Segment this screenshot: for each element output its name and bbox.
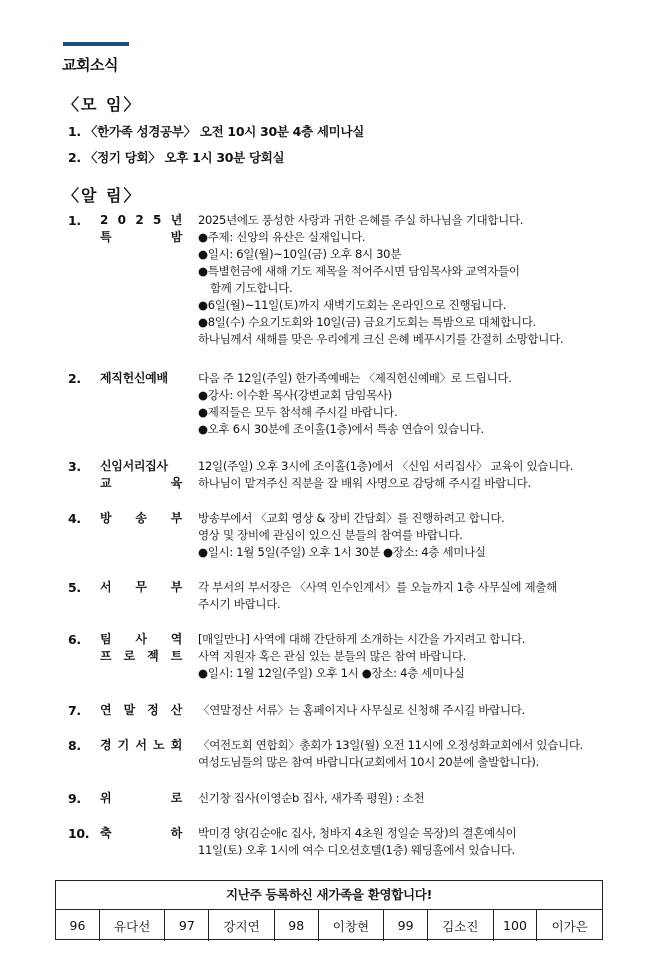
notice-line: ●일시: 1월 12일(주일) 오후 1시 ●장소: 4층 세미나실	[198, 666, 465, 680]
notice-line: 여성도님들의 많은 참여 바랍니다(교회에서 10시 20분에 출발합니다).	[198, 755, 539, 769]
notice-line: 방송부에서 〈교회 영상 & 장비 간담회〉를 진행하려고 합니다.	[198, 511, 505, 525]
notice-line: ●주제: 신앙의 유산은 실재입니다.	[198, 230, 366, 244]
gathering-item-2: 2. 〈정기 당회〉 오후 1시 30분 당회실	[68, 150, 285, 165]
notice-line: 하나님께서 새해를 맞은 우리에게 크신 은혜 베푸시기를 간절히 소망합니다.	[198, 332, 564, 346]
gathering-item-1: 1. 〈한가족 성경공부〉 오전 10시 30분 4층 세미나실	[68, 124, 364, 139]
notice-number: 9.	[68, 791, 81, 806]
notice-line: ●일시: 1월 5일(주일) 오후 1시 30분 ●장소: 4층 세미나실	[198, 545, 486, 559]
notice-content	[198, 790, 628, 807]
notice-line: 주시기 바랍니다.	[198, 597, 281, 611]
notice-line: 2025년에도 풍성한 사랑과 귀한 은혜를 주실 하나님을 기대합니다.	[198, 213, 524, 227]
member-name: 유다선	[99, 910, 164, 941]
notice-line: 영상 및 장비에 관심이 있으신 분들의 참여를 바랍니다.	[198, 528, 463, 542]
gathering-heading: 〈모 임〉	[63, 95, 142, 114]
notice-content	[198, 579, 628, 613]
notice-content	[198, 212, 628, 348]
notice-number: 3.	[68, 459, 81, 474]
notice-content	[198, 370, 628, 438]
notice-label-line: 팀 사 역	[100, 632, 182, 646]
member-name: 강지연	[209, 910, 274, 941]
notice-line: 다음 주 12일(주일) 한가족예배는 〈제직헌신예배〉로 드립니다.	[198, 371, 512, 385]
notice-line: 신기창 집사(이영순b 집사, 새가족 평원) : 소천	[198, 791, 425, 805]
new-family-welcome-box	[55, 880, 603, 940]
notice-label	[100, 579, 182, 596]
notice-line: 11일(토) 오후 1시에 여수 디오션호텔(1층) 웨딩홀에서 있습니다.	[198, 843, 515, 857]
notice-label-line: 서 무 부	[100, 580, 182, 594]
notice-label-line: 특 밤	[100, 230, 182, 244]
notice-label-line: 2 0 2 5 년	[100, 213, 182, 227]
notice-number: 4.	[68, 511, 81, 526]
member-number: 97	[165, 910, 209, 941]
notice-label-line: 프 로 젝 트	[100, 649, 182, 663]
notice-line: 각 부서의 부서장은 〈사역 인수인계서〉를 오늘까지 1층 사무실에 제출해	[198, 580, 557, 594]
member-number: 100	[493, 910, 537, 941]
table-row	[56, 910, 602, 941]
notice-number: 7.	[68, 703, 81, 718]
notice-line: 사역 지원자 혹은 관심 있는 분들의 많은 참여 바랍니다.	[198, 649, 466, 663]
page-title: 교회소식	[62, 56, 118, 74]
notice-line: ●강사: 이수환 목사(강변교회 담임목사)	[198, 388, 392, 402]
notice-line: 〈여전도회 연합회〉총회가 13일(월) 오전 11시에 오정성화교회에서 있습니다.	[198, 738, 583, 752]
notice-label-line: 위 로	[100, 791, 182, 805]
notice-label	[100, 631, 182, 665]
notice-number: 6.	[68, 632, 81, 647]
notice-line: ●제직들은 모두 참석해 주시길 바랍니다.	[198, 405, 398, 419]
title-accent-bar	[63, 42, 129, 46]
notice-number: 10.	[68, 826, 90, 841]
notice-label	[100, 212, 182, 246]
notice-label-line: 교 육	[100, 476, 182, 490]
notice-label-line: 경 기 서 노 회	[100, 738, 182, 752]
notice-label	[100, 458, 182, 492]
notice-line: 12일(주일) 오후 3시에 조이홀(1층)에서 〈신임 서리집사〉 교육이 있습니다.	[198, 459, 574, 473]
new-family-table	[56, 910, 602, 941]
notice-content	[198, 702, 628, 719]
notice-line: ●특별헌금에 새해 기도 제목을 적어주시면 담임목사와 교역자들이	[198, 264, 520, 278]
member-number: 96	[69, 918, 86, 933]
member-number: 98	[274, 910, 318, 941]
notice-line: ●8일(수) 수요기도회와 10일(금) 금요기도회는 특밤으로 대체합니다.	[198, 315, 536, 329]
member-name: 김소진	[428, 910, 493, 941]
notice-line: ●일시: 6일(월)~10일(금) 오후 8시 30분	[198, 247, 402, 261]
member-name: 이가은	[537, 910, 602, 941]
notice-line: 〈연말정산 서류〉는 홈페이지나 사무실로 신청해 주시길 바랍니다.	[198, 703, 525, 717]
notice-label	[100, 702, 182, 719]
notice-label-line: 방 송 부	[100, 511, 182, 525]
notice-content	[198, 825, 628, 859]
notice-line: 함께 기도합니다.	[210, 281, 293, 295]
notice-label	[100, 370, 182, 387]
notice-label	[100, 737, 182, 754]
notice-line: 하나님이 맡겨주신 직분을 잘 배워 사명으로 감당해 주시길 바랍니다.	[198, 476, 531, 490]
notice-number: 8.	[68, 738, 81, 753]
notice-number: 1.	[68, 213, 81, 228]
notice-line: ●오후 6시 30분에 조이홀(1층)에서 특송 연습이 있습니다.	[198, 422, 484, 436]
member-number: 99	[384, 910, 428, 941]
notice-content	[198, 631, 628, 682]
notice-number: 2.	[68, 371, 81, 386]
notice-label-line: 신임서리집사	[100, 459, 168, 473]
notice-label-line: 연 말 정 산	[100, 703, 182, 717]
notice-label-line: 제직헌신예배	[100, 371, 168, 385]
notice-label	[100, 510, 182, 527]
notice-content	[198, 510, 628, 561]
notice-line: ●6일(월)~11일(토)까지 새벽기도회는 온라인으로 진행됩니다.	[198, 298, 507, 312]
notice-line: 박미경 양(김순애c 집사, 청바지 4초원 정일순 목장)의 결혼예식이	[198, 826, 517, 840]
notice-content	[198, 458, 628, 492]
notice-label-line: 축 하	[100, 826, 182, 840]
notice-label	[100, 790, 182, 807]
notice-content	[198, 737, 628, 771]
member-name: 이창현	[318, 910, 383, 941]
notice-label	[100, 825, 182, 842]
notice-line: [매일만나] 사역에 대해 간단하게 소개하는 시간을 가지려고 합니다.	[198, 632, 526, 646]
welcome-title: 지난주 등록하신 새가족을 환영합니다!	[56, 881, 602, 910]
notice-number: 5.	[68, 580, 81, 595]
notices-heading: 〈알 림〉	[63, 186, 142, 205]
